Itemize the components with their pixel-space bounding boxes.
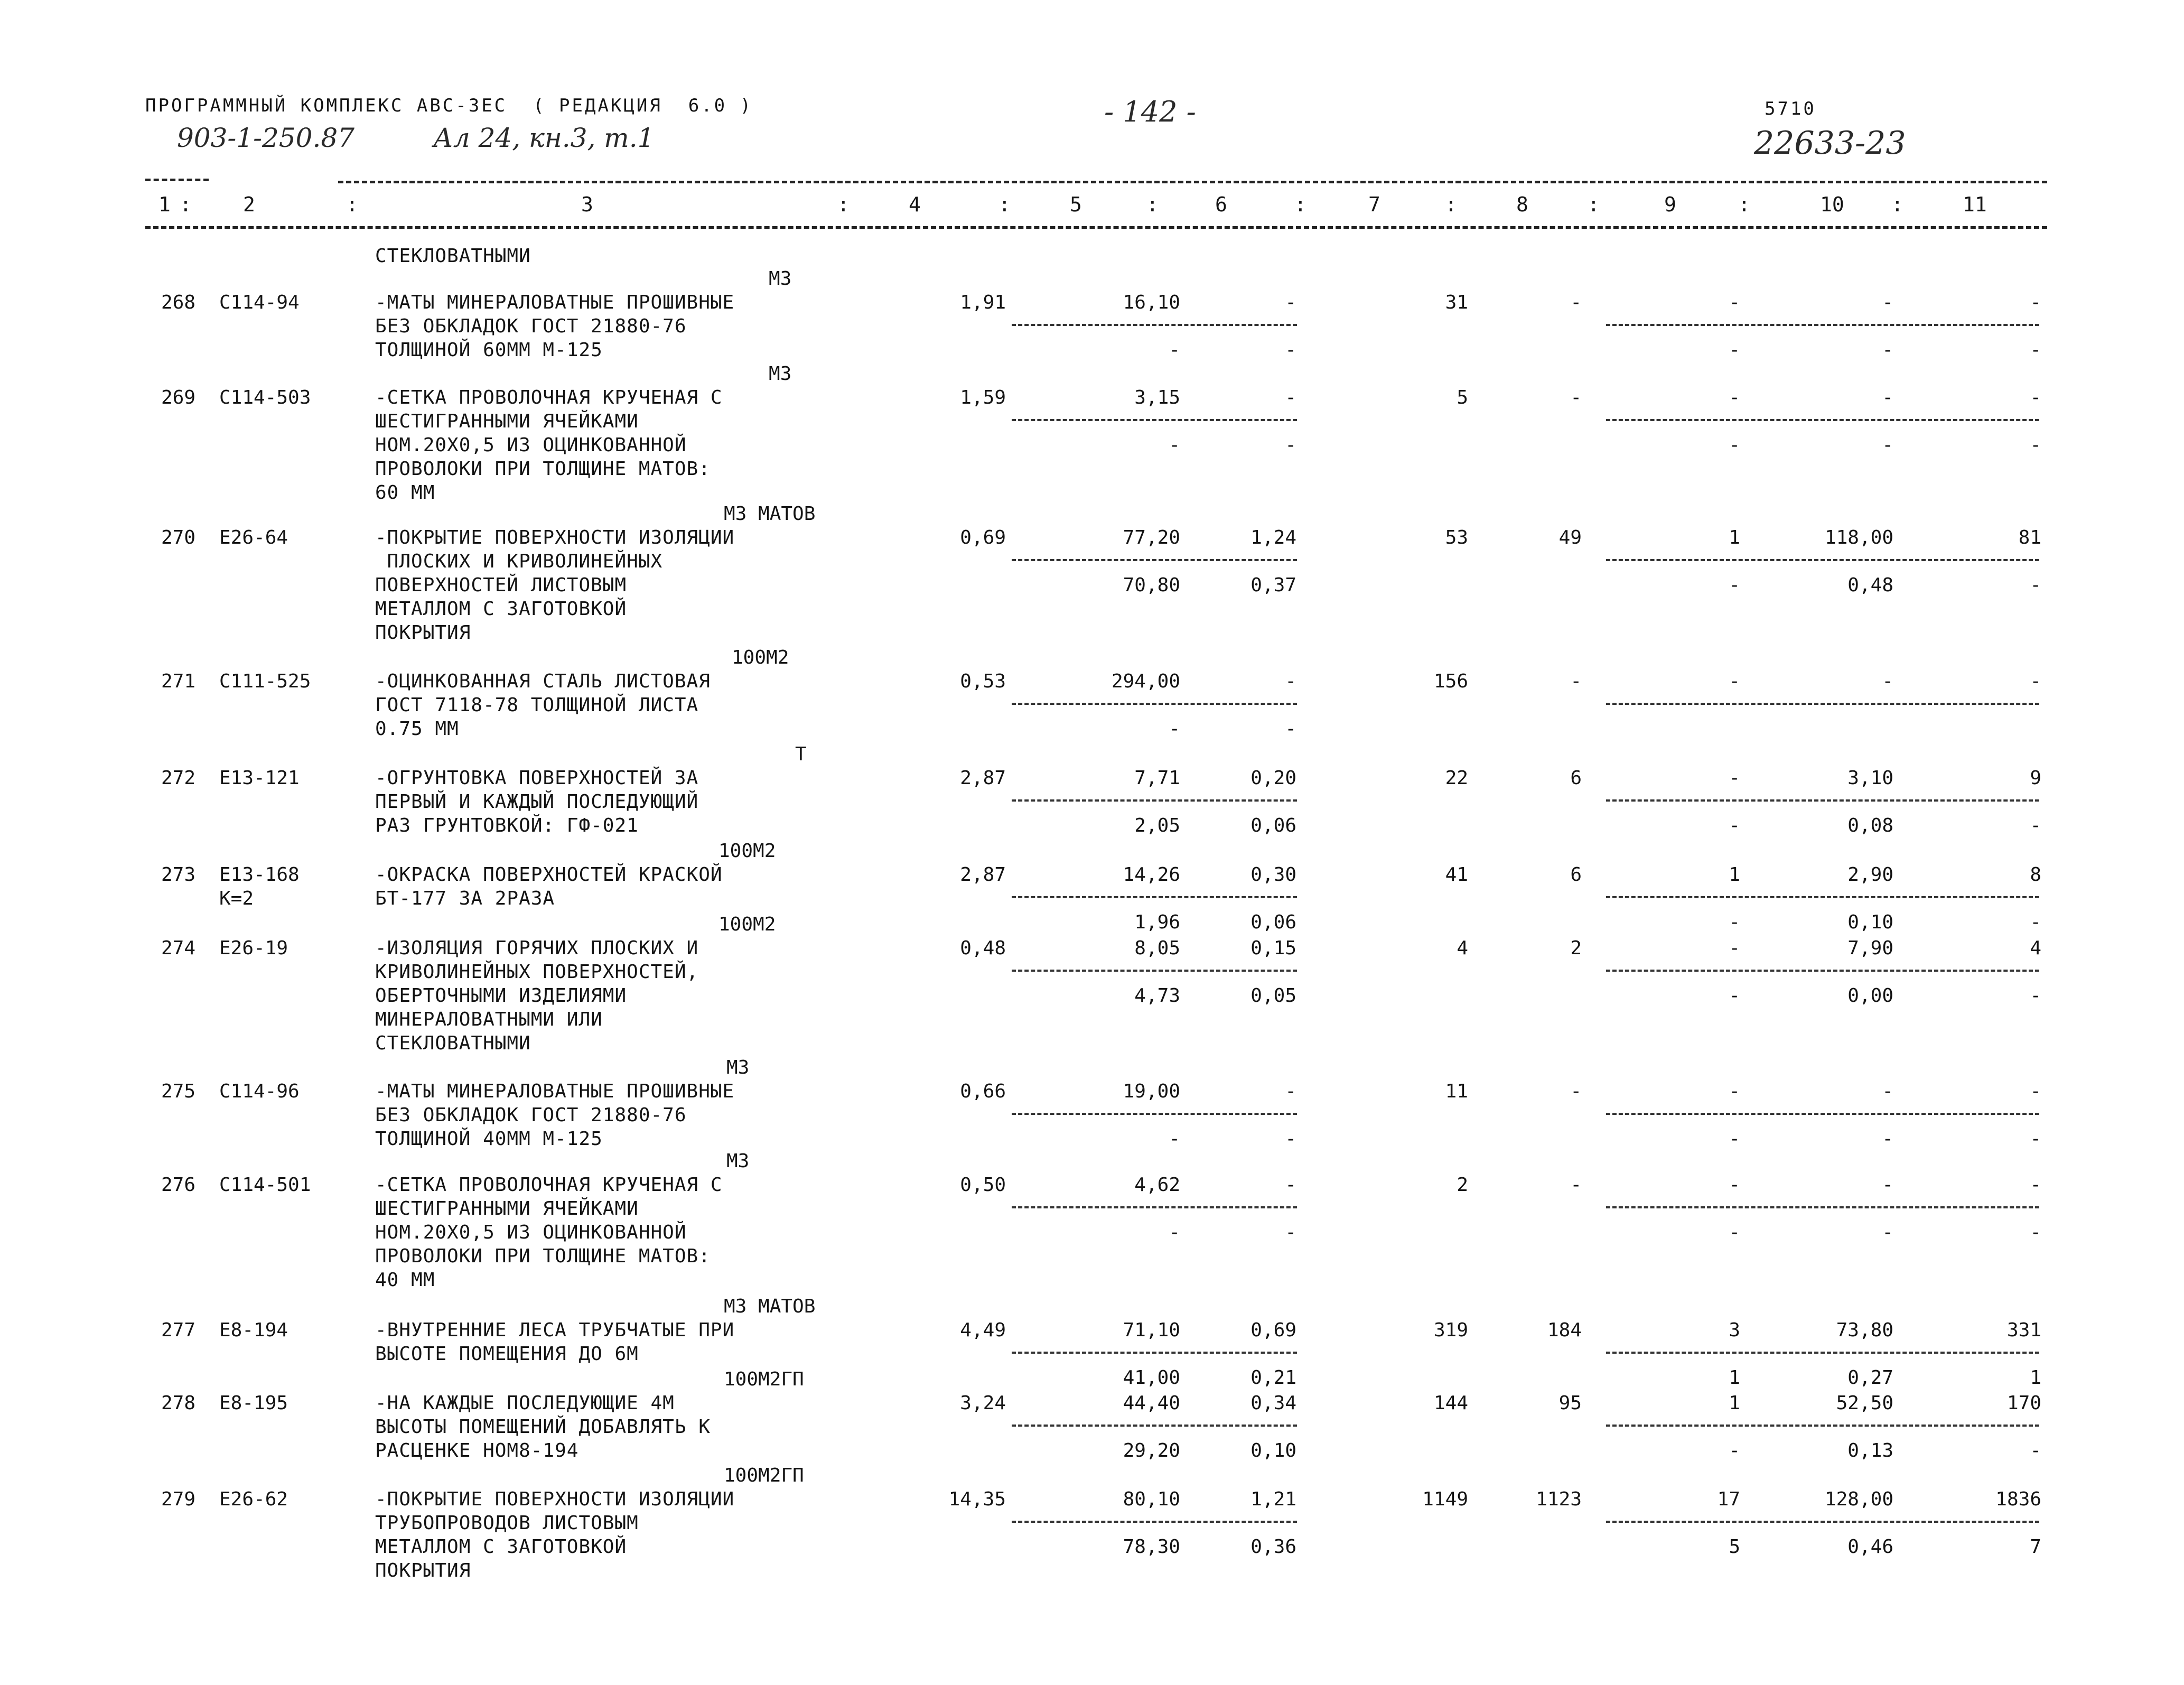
cell-divider bbox=[1012, 559, 1297, 561]
cell-col11: 9 bbox=[2030, 767, 2041, 789]
row-desc-line: -МАТЫ МИНЕРАЛОВАТНЫЕ ПРОШИВНЫЕ bbox=[375, 292, 735, 313]
cell-col9: - bbox=[1729, 767, 1740, 789]
row-code: С114-501 bbox=[219, 1174, 311, 1196]
cell-col4: 0,69 bbox=[960, 527, 1006, 548]
row-unit: 100М2ГП bbox=[724, 1465, 804, 1486]
row-desc-line: ОБЕРТОЧНЫМИ ИЗДЕЛИЯМИ bbox=[375, 985, 627, 1007]
cell-col10-sub: 0,46 bbox=[1847, 1536, 1893, 1558]
cell-col4: 3,24 bbox=[960, 1392, 1006, 1414]
cell-divider bbox=[1012, 324, 1297, 326]
row-number: 278 bbox=[161, 1392, 196, 1414]
cell-col10-sub: 0,08 bbox=[1847, 815, 1893, 836]
row-desc-line: -СЕТКА ПРОВОЛОЧНАЯ КРУЧЕНАЯ С bbox=[375, 387, 723, 408]
row-desc-line: РАЗ ГРУНТОВКОЙ: ГФ-021 bbox=[375, 815, 639, 836]
cell-col5-sub: 70,80 bbox=[1123, 574, 1180, 596]
row-unit: М3 МАТОВ bbox=[724, 503, 816, 525]
cell-col11-sub: 1 bbox=[2030, 1367, 2041, 1389]
cell-col8: - bbox=[1570, 1081, 1582, 1102]
row-desc-line: ПОВЕРХНОСТЕЙ ЛИСТОВЫМ bbox=[375, 574, 627, 596]
cell-col11-sub: - bbox=[2030, 434, 2041, 456]
cell-col6-sub: 0,10 bbox=[1250, 1440, 1296, 1461]
cell-col11: - bbox=[2030, 1081, 2041, 1102]
cell-divider bbox=[1012, 1425, 1297, 1427]
row-code: Е8-194 bbox=[219, 1319, 288, 1341]
cell-col8: - bbox=[1570, 387, 1582, 408]
album-reference-handwritten: Ал 24, кн.3, т.1 bbox=[433, 123, 655, 153]
cell-col11-sub: - bbox=[2030, 1440, 2041, 1461]
cell-divider bbox=[1606, 324, 2039, 326]
cell-divider bbox=[1606, 419, 2039, 421]
cell-col7: 22 bbox=[1445, 767, 1468, 789]
cell-divider bbox=[1606, 559, 2039, 561]
cell-col5-sub: - bbox=[1169, 434, 1180, 456]
cell-col10-sub: 0,13 bbox=[1847, 1440, 1893, 1461]
row-desc-line: КРИВОЛИНЕЙНЫХ ПОВЕРХНОСТЕЙ, bbox=[375, 961, 699, 983]
cell-col5-sub: - bbox=[1169, 718, 1180, 740]
cell-divider bbox=[1606, 970, 2039, 972]
col-sep: : bbox=[180, 193, 192, 216]
row-desc-line: -ОКРАСКА ПОВЕРХНОСТЕЙ КРАСКОЙ bbox=[375, 864, 723, 886]
cell-col9-sub: - bbox=[1729, 574, 1740, 596]
cell-col6: - bbox=[1285, 292, 1296, 313]
cell-col5: 4,62 bbox=[1134, 1174, 1180, 1196]
cell-divider bbox=[1606, 1521, 2039, 1523]
row-unit: М3 bbox=[769, 268, 792, 290]
cell-divider bbox=[1606, 1206, 2039, 1208]
col-sep: : bbox=[1891, 193, 1903, 216]
cell-col6-sub: 0,36 bbox=[1250, 1536, 1296, 1558]
cell-col7: 156 bbox=[1433, 671, 1468, 692]
cell-col10: 2,90 bbox=[1847, 864, 1893, 886]
row-desc-line: НОМ.20Х0,5 ИЗ ОЦИНКОВАННОЙ bbox=[375, 434, 687, 456]
cell-col11: 8 bbox=[2030, 864, 2041, 886]
cell-col6-sub: - bbox=[1285, 1128, 1296, 1150]
col-sep: : bbox=[1445, 193, 1457, 216]
cell-col11: 81 bbox=[2018, 527, 2041, 548]
cell-col6: - bbox=[1285, 671, 1296, 692]
row-desc-line: МИНЕРАЛОВАТНЫМИ ИЛИ bbox=[375, 1009, 603, 1030]
document-number-handwritten: 22633-23 bbox=[1754, 125, 1906, 162]
row-number: 274 bbox=[161, 937, 196, 959]
cell-col11-sub: - bbox=[2030, 985, 2041, 1007]
cell-col6-sub: - bbox=[1285, 434, 1296, 456]
cell-col9: - bbox=[1729, 292, 1740, 313]
cell-col6: 1,21 bbox=[1250, 1488, 1296, 1510]
cell-col7: 4 bbox=[1457, 937, 1468, 959]
cell-col8: - bbox=[1570, 292, 1582, 313]
cell-col7: 41 bbox=[1445, 864, 1468, 886]
cell-col5: 71,10 bbox=[1123, 1319, 1180, 1341]
cell-divider bbox=[1606, 1352, 2039, 1354]
cell-col6: 0,34 bbox=[1250, 1392, 1296, 1414]
cell-col9-sub: 1 bbox=[1729, 1367, 1740, 1389]
cell-col10: - bbox=[1882, 387, 1893, 408]
cell-col10-sub: 0,48 bbox=[1847, 574, 1893, 596]
continuation-text: СТЕКЛОВАТНЫМИ bbox=[375, 245, 531, 267]
col-3: 3 bbox=[581, 193, 593, 216]
cell-col9: - bbox=[1729, 1081, 1740, 1102]
col-sep: : bbox=[346, 193, 358, 216]
row-code: С114-94 bbox=[219, 292, 300, 313]
cell-col5-sub: - bbox=[1169, 1222, 1180, 1243]
cell-col6-sub: 0,05 bbox=[1250, 985, 1296, 1007]
cell-col7: 1149 bbox=[1422, 1488, 1468, 1510]
cell-col9-sub: - bbox=[1729, 1222, 1740, 1243]
cell-col5: 3,15 bbox=[1134, 387, 1180, 408]
cell-col11-sub: - bbox=[2030, 1222, 2041, 1243]
cell-col10: 3,10 bbox=[1847, 767, 1893, 789]
cell-col11: - bbox=[2030, 292, 2041, 313]
cell-divider bbox=[1012, 799, 1297, 802]
row-desc-line: -ОГРУНТОВКА ПОВЕРХНОСТЕЙ ЗА bbox=[375, 767, 699, 789]
row-desc-line: ТОЛЩИНОЙ 40ММ М-125 bbox=[375, 1128, 603, 1150]
cell-col9-sub: - bbox=[1729, 815, 1740, 836]
row-unit: 100М2ГП bbox=[724, 1369, 804, 1390]
cell-col4: 2,87 bbox=[960, 767, 1006, 789]
col-9: 9 bbox=[1664, 193, 1676, 216]
row-desc-line: 60 ММ bbox=[375, 482, 435, 504]
cell-col6: - bbox=[1285, 1081, 1296, 1102]
cell-col11: - bbox=[2030, 671, 2041, 692]
cell-col5: 7,71 bbox=[1134, 767, 1180, 789]
col-sep: : bbox=[1738, 193, 1750, 216]
row-desc-line: -СЕТКА ПРОВОЛОЧНАЯ КРУЧЕНАЯ С bbox=[375, 1174, 723, 1196]
cell-col5-sub: 41,00 bbox=[1123, 1367, 1180, 1389]
cell-col9-sub: - bbox=[1729, 434, 1740, 456]
row-desc-line: 40 ММ bbox=[375, 1269, 435, 1291]
header-rule-bottom bbox=[145, 226, 2047, 229]
row-desc-line: НОМ.20Х0,5 ИЗ ОЦИНКОВАННОЙ bbox=[375, 1222, 687, 1243]
cell-divider bbox=[1012, 1521, 1297, 1523]
cell-divider bbox=[1012, 970, 1297, 972]
col-sep: : bbox=[1588, 193, 1600, 216]
row-number: 271 bbox=[161, 671, 196, 692]
header-rule-short bbox=[145, 179, 209, 181]
program-title: ПРОГРАММНЫЙ КОМПЛЕКС АВС-3ЕС ( РЕДАКЦИЯ 6.0 ) bbox=[145, 95, 753, 116]
row-desc-line: -МАТЫ МИНЕРАЛОВАТНЫЕ ПРОШИВНЫЕ bbox=[375, 1081, 735, 1102]
cell-col6: - bbox=[1285, 387, 1296, 408]
cell-col7: 5 bbox=[1457, 387, 1468, 408]
cell-divider bbox=[1012, 1113, 1297, 1115]
row-desc-line: ТОЛЩИНОЙ 60ММ М-125 bbox=[375, 339, 603, 361]
cell-col10-sub: 0,10 bbox=[1847, 911, 1893, 933]
col-5: 5 bbox=[1070, 193, 1082, 216]
cell-col5: 19,00 bbox=[1123, 1081, 1180, 1102]
cell-col4: 1,59 bbox=[960, 387, 1006, 408]
cell-col4: 0,66 bbox=[960, 1081, 1006, 1102]
row-desc-line: СТЕКЛОВАТНЫМИ bbox=[375, 1032, 531, 1054]
row-number: 276 bbox=[161, 1174, 196, 1196]
row-unit: 100М2 bbox=[732, 647, 789, 668]
cell-col4: 14,35 bbox=[948, 1488, 1006, 1510]
cell-col10: 118,00 bbox=[1824, 527, 1893, 548]
cell-col11-sub: - bbox=[2030, 574, 2041, 596]
row-number: 277 bbox=[161, 1319, 196, 1341]
cell-col6-sub: 0,21 bbox=[1250, 1367, 1296, 1389]
cell-col10-sub: - bbox=[1882, 339, 1893, 361]
cell-col5-sub: - bbox=[1169, 1128, 1180, 1150]
row-unit: М3 МАТОВ bbox=[724, 1296, 816, 1317]
cell-col5: 44,40 bbox=[1123, 1392, 1180, 1414]
cell-col10: - bbox=[1882, 671, 1893, 692]
cell-col10-sub: - bbox=[1882, 434, 1893, 456]
cell-col8: 95 bbox=[1558, 1392, 1582, 1414]
cell-col7: 144 bbox=[1433, 1392, 1468, 1414]
cell-divider bbox=[1012, 1206, 1297, 1208]
row-code: Е26-64 bbox=[219, 527, 288, 548]
document-code: 5710 bbox=[1765, 98, 1816, 119]
row-desc-line: ПЕРВЫЙ И КАЖДЫЙ ПОСЛЕДУЮЩИЙ bbox=[375, 791, 699, 813]
cell-col11: - bbox=[2030, 387, 2041, 408]
cell-col8: 49 bbox=[1558, 527, 1582, 548]
cell-col6-sub: - bbox=[1285, 1222, 1296, 1243]
cell-col11-sub: - bbox=[2030, 339, 2041, 361]
row-unit: Т bbox=[795, 743, 807, 765]
col-11: 11 bbox=[1963, 193, 1987, 216]
row-desc-line: ПОКРЫТИЯ bbox=[375, 622, 471, 644]
cell-col10: - bbox=[1882, 292, 1893, 313]
cell-col9-sub: - bbox=[1729, 339, 1740, 361]
cell-col8: - bbox=[1570, 671, 1582, 692]
cell-col8: 2 bbox=[1570, 937, 1582, 959]
cell-col11-sub: 7 bbox=[2030, 1536, 2041, 1558]
cell-col9-sub: 5 bbox=[1729, 1536, 1740, 1558]
cell-col7: 11 bbox=[1445, 1081, 1468, 1102]
row-number: 273 bbox=[161, 864, 196, 886]
cell-col6: - bbox=[1285, 1174, 1296, 1196]
cell-col10-sub: 0,27 bbox=[1847, 1367, 1893, 1389]
row-desc-line: -ОЦИНКОВАННАЯ СТАЛЬ ЛИСТОВАЯ bbox=[375, 671, 711, 692]
cell-col9: 1 bbox=[1729, 527, 1740, 548]
row-code: Е26-19 bbox=[219, 937, 288, 959]
cell-col11: 1836 bbox=[1995, 1488, 2041, 1510]
cell-divider bbox=[1606, 896, 2039, 898]
row-code-coefficient: К=2 bbox=[219, 888, 254, 909]
col-7: 7 bbox=[1368, 193, 1380, 216]
cell-divider bbox=[1012, 1352, 1297, 1354]
row-desc-line: РАСЦЕНКЕ НОМ8-194 bbox=[375, 1440, 579, 1461]
cell-col5: 16,10 bbox=[1123, 292, 1180, 313]
row-unit: М3 bbox=[726, 1057, 750, 1078]
row-code: Е26-62 bbox=[219, 1488, 288, 1510]
row-number: 268 bbox=[161, 292, 196, 313]
row-desc-line: -ВНУТРЕННИЕ ЛЕСА ТРУБЧАТЫЕ ПРИ bbox=[375, 1319, 735, 1341]
cell-col5-sub: 1,96 bbox=[1134, 911, 1180, 933]
cell-col5: 77,20 bbox=[1123, 527, 1180, 548]
cell-col8: - bbox=[1570, 1174, 1582, 1196]
cell-col6-sub: 0,06 bbox=[1250, 911, 1296, 933]
cell-col6-sub: 0,37 bbox=[1250, 574, 1296, 596]
cell-col10-sub: - bbox=[1882, 1128, 1893, 1150]
row-number: 275 bbox=[161, 1081, 196, 1102]
row-desc-line: МЕТАЛЛОМ С ЗАГОТОВКОЙ bbox=[375, 598, 627, 620]
cell-col10: - bbox=[1882, 1174, 1893, 1196]
row-unit: 100М2 bbox=[718, 840, 776, 862]
cell-col9-sub: - bbox=[1729, 985, 1740, 1007]
col-2: 2 bbox=[243, 193, 255, 216]
cell-col6: 0,69 bbox=[1250, 1319, 1296, 1341]
cell-col11: - bbox=[2030, 1174, 2041, 1196]
cell-col9-sub: - bbox=[1729, 911, 1740, 933]
cell-col9: 3 bbox=[1729, 1319, 1740, 1341]
cell-col5-sub: 78,30 bbox=[1123, 1536, 1180, 1558]
cell-col9-sub: - bbox=[1729, 1128, 1740, 1150]
row-unit: М3 bbox=[726, 1150, 750, 1172]
row-desc-line: ВЫСОТЫ ПОМЕЩЕНИЙ ДОБАВЛЯТЬ К bbox=[375, 1416, 711, 1438]
cell-col9: - bbox=[1729, 937, 1740, 959]
cell-col7: 319 bbox=[1433, 1319, 1468, 1341]
cell-divider bbox=[1012, 896, 1297, 898]
cell-col9: - bbox=[1729, 1174, 1740, 1196]
row-desc-line: -ИЗОЛЯЦИЯ ГОРЯЧИХ ПЛОСКИХ И bbox=[375, 937, 699, 959]
cell-col6-sub: - bbox=[1285, 339, 1296, 361]
project-number-handwritten: 903-1-250.87 bbox=[177, 123, 354, 153]
cell-divider bbox=[1606, 1113, 2039, 1115]
cell-col5-sub: 2,05 bbox=[1134, 815, 1180, 836]
row-desc-line: БЕЗ ОБКЛАДОК ГОСТ 21880-76 bbox=[375, 1104, 687, 1126]
col-sep: : bbox=[1146, 193, 1159, 216]
col-1: 1 bbox=[158, 193, 171, 216]
col-sep: : bbox=[998, 193, 1011, 216]
cell-col7: 31 bbox=[1445, 292, 1468, 313]
row-desc-line: ПЛОСКИХ И КРИВОЛИНЕЙНЫХ bbox=[375, 551, 663, 572]
row-code: Е13-168 bbox=[219, 864, 300, 886]
row-unit: 100М2 bbox=[718, 914, 776, 935]
col-10: 10 bbox=[1820, 193, 1844, 216]
cell-divider bbox=[1012, 419, 1297, 421]
cell-col10: 7,90 bbox=[1847, 937, 1893, 959]
row-desc-line: ШЕСТИГРАННЫМИ ЯЧЕЙКАМИ bbox=[375, 1198, 639, 1219]
col-sep: : bbox=[1294, 193, 1306, 216]
row-desc-line: ГОСТ 7118-78 ТОЛЩИНОЙ ЛИСТА bbox=[375, 694, 699, 716]
col-sep: : bbox=[837, 193, 850, 216]
cell-col10-sub: 0,00 bbox=[1847, 985, 1893, 1007]
cell-col11: 170 bbox=[2006, 1392, 2041, 1414]
row-desc-line: ПРОВОЛОКИ ПРИ ТОЛЩИНЕ МАТОВ: bbox=[375, 1245, 711, 1267]
cell-col4: 0,48 bbox=[960, 937, 1006, 959]
col-6: 6 bbox=[1215, 193, 1227, 216]
row-desc-line: -ПОКРЫТИЕ ПОВЕРХНОСТИ ИЗОЛЯЦИИ bbox=[375, 527, 735, 548]
cell-col10: 52,50 bbox=[1836, 1392, 1893, 1414]
cell-col11-sub: - bbox=[2030, 815, 2041, 836]
cell-col9: - bbox=[1729, 671, 1740, 692]
row-desc-line: -НА КАЖДЫЕ ПОСЛЕДУЮЩИЕ 4М bbox=[375, 1392, 675, 1414]
cell-divider bbox=[1606, 703, 2039, 705]
row-code: С111-525 bbox=[219, 671, 311, 692]
cell-divider bbox=[1012, 703, 1297, 705]
row-desc-line: БЕЗ ОБКЛАДОК ГОСТ 21880-76 bbox=[375, 315, 687, 337]
row-desc-line: ПРОВОЛОКИ ПРИ ТОЛЩИНЕ МАТОВ: bbox=[375, 458, 711, 480]
row-code: Е8-195 bbox=[219, 1392, 288, 1414]
cell-divider bbox=[1606, 1425, 2039, 1427]
cell-col4: 4,49 bbox=[960, 1319, 1006, 1341]
row-desc-line: МЕТАЛЛОМ С ЗАГОТОВКОЙ bbox=[375, 1536, 627, 1558]
cell-col5-sub: 4,73 bbox=[1134, 985, 1180, 1007]
cell-col8: 1123 bbox=[1536, 1488, 1582, 1510]
cell-col9: - bbox=[1729, 387, 1740, 408]
row-desc-line: ВЫСОТЕ ПОМЕЩЕНИЯ ДО 6М bbox=[375, 1343, 639, 1365]
col-4: 4 bbox=[909, 193, 921, 216]
cell-col9: 1 bbox=[1729, 864, 1740, 886]
row-code: Е13-121 bbox=[219, 767, 300, 789]
cell-col5-sub: 29,20 bbox=[1123, 1440, 1180, 1461]
cell-col4: 0,50 bbox=[960, 1174, 1006, 1196]
cell-col10: 128,00 bbox=[1824, 1488, 1893, 1510]
cell-col6: 0,30 bbox=[1250, 864, 1296, 886]
cell-col4: 2,87 bbox=[960, 864, 1006, 886]
row-number: 270 bbox=[161, 527, 196, 548]
row-number: 279 bbox=[161, 1488, 196, 1510]
cell-col5: 8,05 bbox=[1134, 937, 1180, 959]
row-code: С114-503 bbox=[219, 387, 311, 408]
cell-col6: 1,24 bbox=[1250, 527, 1296, 548]
cell-col9-sub: - bbox=[1729, 1440, 1740, 1461]
row-desc-line: ТРУБОПРОВОДОВ ЛИСТОВЫМ bbox=[375, 1512, 639, 1534]
cell-col6: 0,20 bbox=[1250, 767, 1296, 789]
cell-col11-sub: - bbox=[2030, 911, 2041, 933]
cell-col4: 1,91 bbox=[960, 292, 1006, 313]
cell-col7: 2 bbox=[1457, 1174, 1468, 1196]
cell-col6: 0,15 bbox=[1250, 937, 1296, 959]
col-8: 8 bbox=[1516, 193, 1528, 216]
cell-col5: 14,26 bbox=[1123, 864, 1180, 886]
cell-col9: 17 bbox=[1717, 1488, 1740, 1510]
cell-col11-sub: - bbox=[2030, 1128, 2041, 1150]
cell-col10: 73,80 bbox=[1836, 1319, 1893, 1341]
row-code: С114-96 bbox=[219, 1081, 300, 1102]
cell-col5-sub: - bbox=[1169, 339, 1180, 361]
row-desc-line: ШЕСТИГРАННЫМИ ЯЧЕЙКАМИ bbox=[375, 411, 639, 432]
row-desc-line: БТ-177 ЗА 2РАЗА bbox=[375, 888, 555, 909]
cell-col8: 184 bbox=[1547, 1319, 1582, 1341]
cell-col4: 0,53 bbox=[960, 671, 1006, 692]
row-desc-line: 0.75 ММ bbox=[375, 718, 459, 740]
cell-col9: 1 bbox=[1729, 1392, 1740, 1414]
row-desc-line: ПОКРЫТИЯ bbox=[375, 1560, 471, 1581]
cell-col5: 80,10 bbox=[1123, 1488, 1180, 1510]
row-unit: М3 bbox=[769, 363, 792, 385]
row-desc-line: -ПОКРЫТИЕ ПОВЕРХНОСТИ ИЗОЛЯЦИИ bbox=[375, 1488, 735, 1510]
cell-col10-sub: - bbox=[1882, 1222, 1893, 1243]
cell-col11: 331 bbox=[2006, 1319, 2041, 1341]
cell-col10: - bbox=[1882, 1081, 1893, 1102]
cell-col5: 294,00 bbox=[1111, 671, 1180, 692]
cell-col6-sub: 0,06 bbox=[1250, 815, 1296, 836]
cell-col7: 53 bbox=[1445, 527, 1468, 548]
cell-divider bbox=[1606, 799, 2039, 802]
page-number: - 142 - bbox=[1104, 95, 1196, 128]
cell-col8: 6 bbox=[1570, 767, 1582, 789]
cell-col6-sub: - bbox=[1285, 718, 1296, 740]
cell-col8: 6 bbox=[1570, 864, 1582, 886]
row-number: 269 bbox=[161, 387, 196, 408]
row-number: 272 bbox=[161, 767, 196, 789]
header-rule-top bbox=[338, 181, 2047, 183]
cell-col11: 4 bbox=[2030, 937, 2041, 959]
